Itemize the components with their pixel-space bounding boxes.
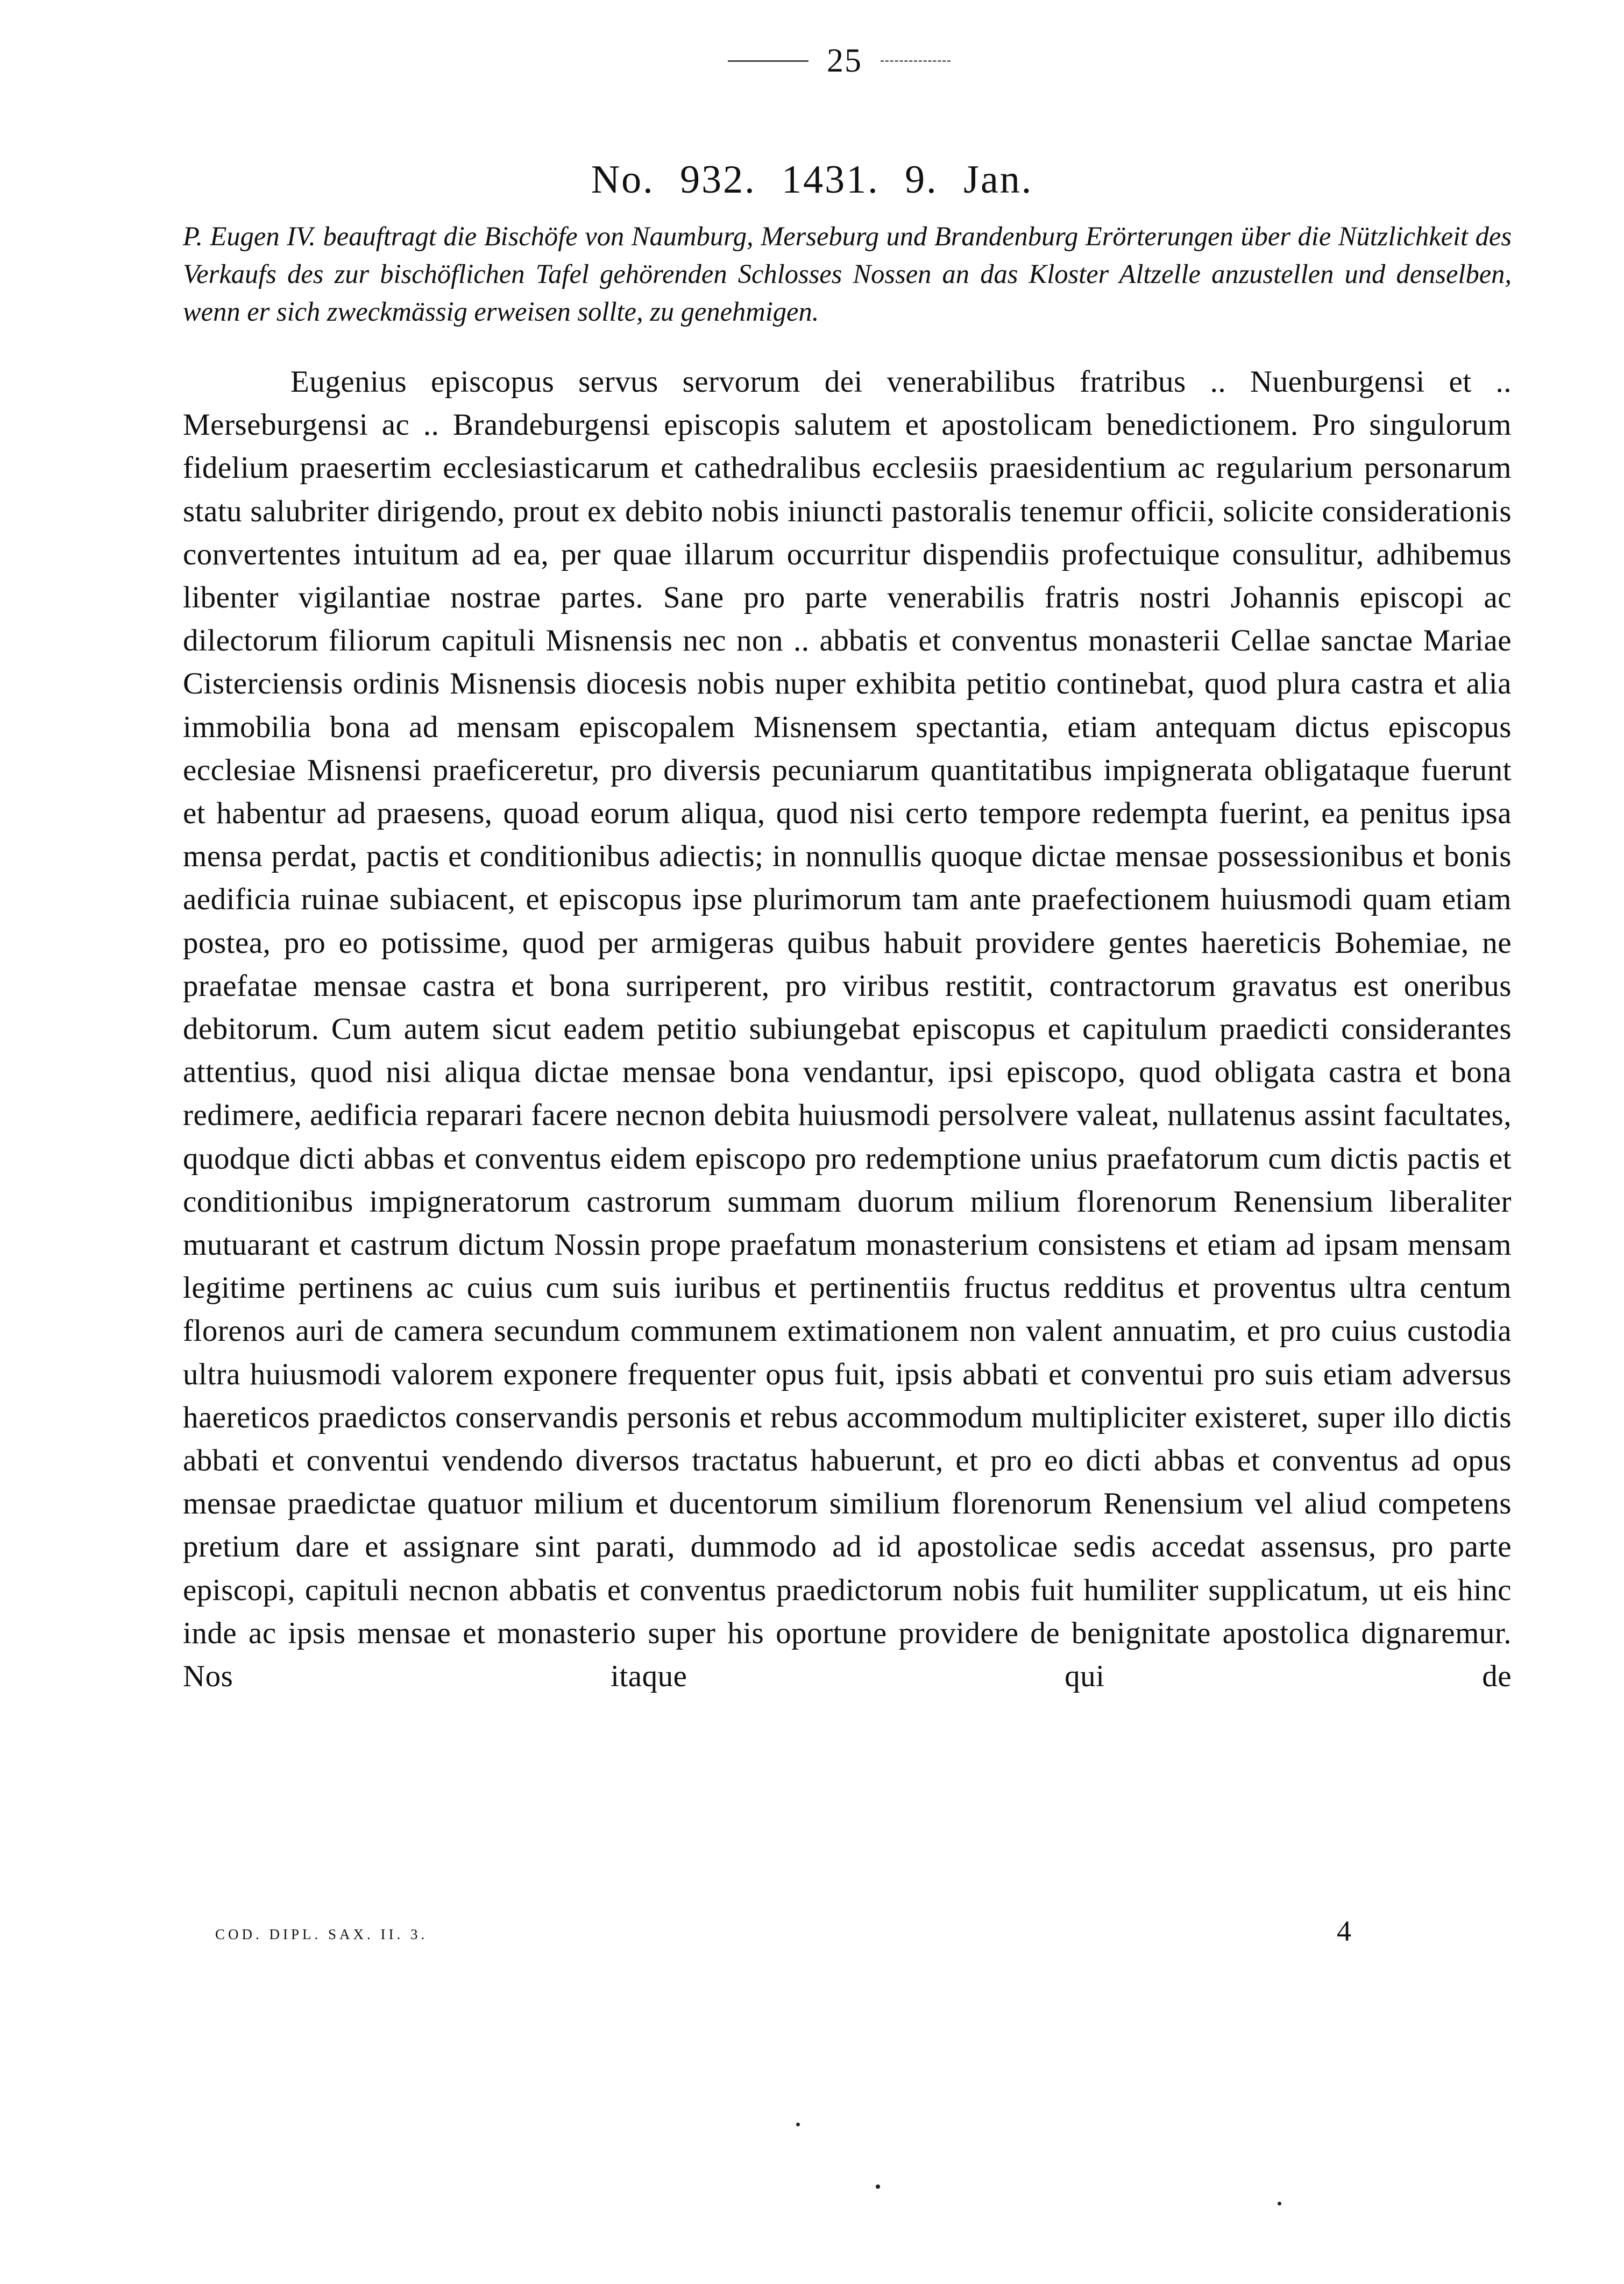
page-header (710, 42, 968, 80)
scan-speck (1278, 2202, 1281, 2205)
header-rule-left (728, 60, 809, 62)
page-number: 25 (827, 42, 862, 79)
scan-speck (796, 2123, 800, 2126)
document-title: No. 932. 1431. 9. Jan. (591, 158, 1033, 202)
document-regest: P. Eugen IV. beauftragt die Bischöfe von Naumburg, Merseburg und Brandenburg Erörterungen über die Nützlichkeit des Verkaufs des zur bischöflichen Tafel gehörenden Schlosses Nossen an das Kloster Altzelle anzustellen und denselben, wenn er sich zweckmässig erweisen sollte, zu genehmigen. (183, 221, 1512, 327)
document-body (183, 360, 1512, 1698)
printer-signature: COD. DIPL. SAX. II. 3. (215, 1926, 428, 1942)
header-rule-right (881, 60, 951, 62)
body-paragraph: Eugenius episcopus servus servorum dei venerabilibus fratribus .. Nuenburgensi et .. Merseburgensi ac .. Brandeburgensi episcopis salutem et apostolicam benedictionem. Pro singulorum fidelium praesertim ecclesiasticarum et cathedralibus ecclesiis praesidentium ac regularium personarum statu salubriter dirigendo, prout ex debito nobis iniuncti pastoralis tenemur officii, solicite considerationis convertentes intuitum ad ea, per quae illarum occurritur dispendiis profectuique consulitur, adhibemus libenter vigilantiae nostrae partes. Sane pro parte venerabilis fratris nostri Johannis episcopi ac dilectorum filiorum capituli Misnensis nec non .. abbatis et conventus monasterii Cellae sanctae Mariae Cisterciensis ordinis Misnensis diocesis nobis nuper exhibita petitio continebat, quod plura castra et alia immobilia bona ad mensam episcopalem Misnensem spectantia, etiam antequam dictus episcopus ecclesiae Misnensi praeficeretur, pro diversis pecuniarum quantitatibus impignerata obligataque fuerunt et habentur ad praesens, quoad eorum aliqua, quod nisi certo tempore redempta fuerint, ea penitus ipsa mensa perdat, pactis et conditionibus adiectis; in nonnullis quoque dictae mensae possessionibus et bonis aedificia ruinae subiacent, et episcopus ipse plurimorum tam ante praefectionem huiusmodi quam etiam postea, pro eo potissime, quod per armigeras quibus habuit providere gentes haereticis Bohemiae, ne praefatae mensae castra et bona surriperent, pro viribus restitit, contractorum gravatus est oneribus debitorum. Cum autem sicut eadem petitio subiungebat episcopus et capitulum praedicti considerantes attentius, quod nisi aliqua dictae mensae bona vendantur, ipsi episcopo, quod obligata castra et bona redimere, aedificia reparari facere necnon debita huiusmodi persolvere valeat, nullatenus assint facultates, quodque dicti abbas et conventus eidem episcopo pro redemptione unius praefatorum cum dictis pactis et conditionibus impigneratorum castrorum summam duorum milium florenorum Renensium liberaliter mutuarant et castrum dictum Nossin prope praefatum monasterium consistens et etiam ad ipsam mensam legitime pertinens ac cuius cum suis iuribus et pertinentiis fructus redditus et proventus ultra centum florenos auri de camera secundum communem extimationem non valent annuatim, et pro cuius custodia ultra huiusmodi valorem exponere frequenter opus fuit, ipsis abbati et conventui pro suis etiam adversus haereticos praedictos conservandis personis et rebus accommodum multipliciter existeret, super illo dictis abbati et conventui vendendo diversos tractatus habuerunt, et pro eo dicti abbas et conventus ad opus mensae praedictae quatuor milium et ducentorum similium florenorum Renensium vel aliud competens pretium dare et assignare sint parati, dummodo ad id apostolicae sedis accedat assensus, pro parte episcopi, capituli necnon abbatis et conventus praedictorum nobis fuit humiliter supplicatum, ut eis hinc inde ac ipsis mensae et monasterio super his oportune providere de benignitate apostolica dignaremur. Nos itaque qui de (183, 365, 1512, 1694)
sheet-number: 4 (1337, 1915, 1351, 1947)
scan-speck (876, 2184, 880, 2189)
